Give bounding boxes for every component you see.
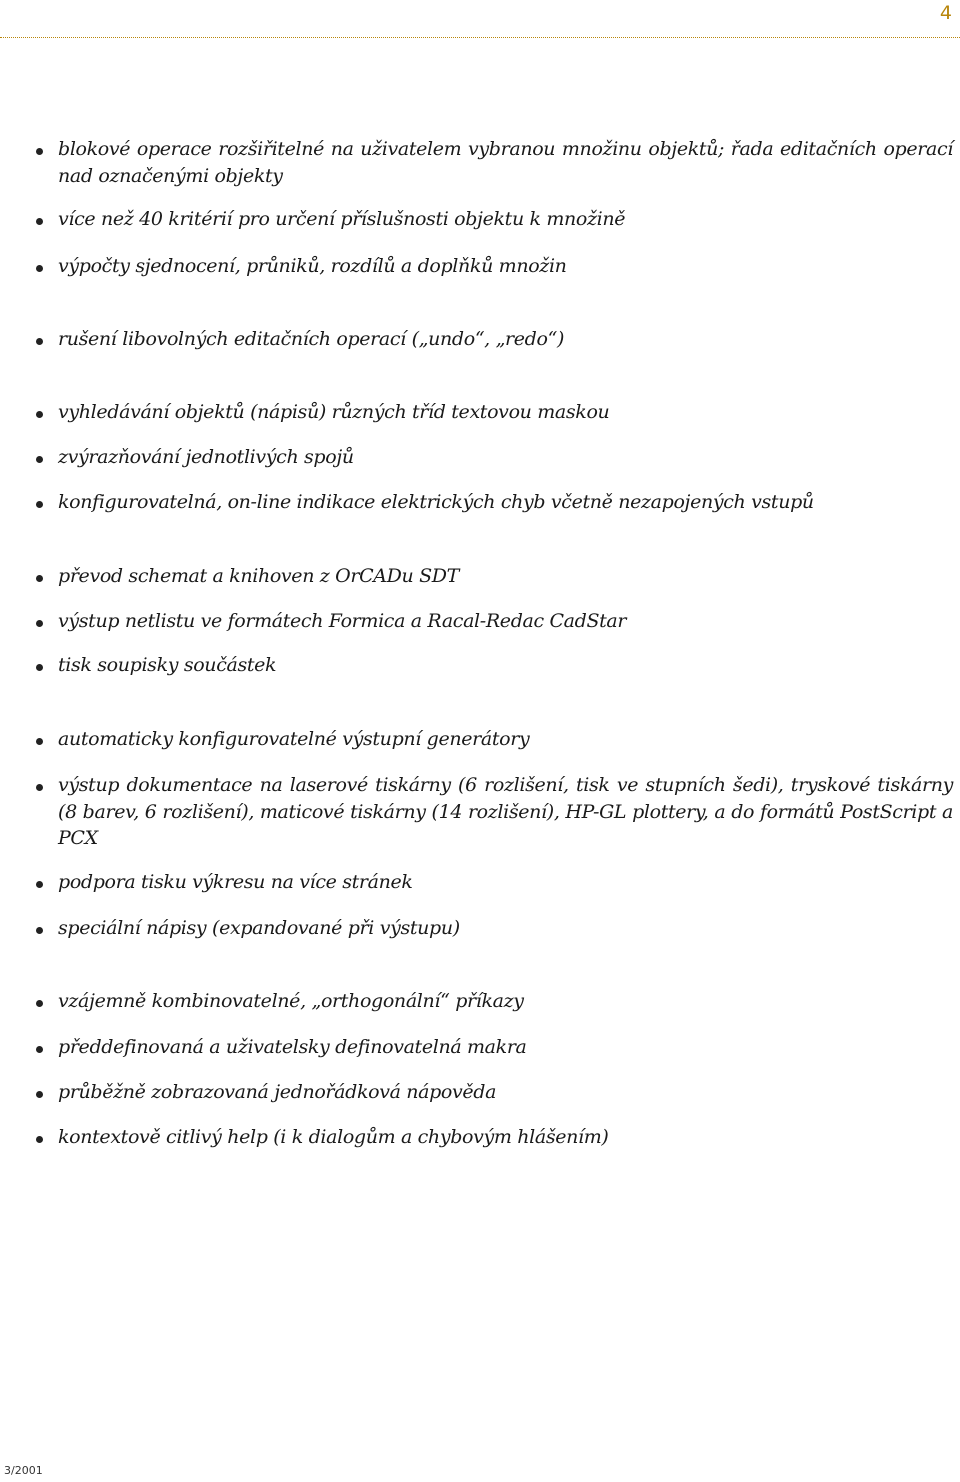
list-item-text: více než 40 kritérií pro určení příslušnosti objektu k množině: [58, 208, 626, 230]
bullet-icon: [36, 411, 43, 418]
bullet-icon: [36, 664, 43, 671]
bullet-icon: [36, 1000, 43, 1007]
bullet-icon: [36, 338, 43, 345]
list-item-text: rušení libovolných editačních operací („undo“, „redo“): [58, 328, 565, 350]
list-item-text: předdefinovaná a uživatelsky definovatelná makra: [58, 1036, 527, 1058]
list-item-text: kontextově citlivý help (i k dialogům a chybovým hlášením): [58, 1126, 609, 1148]
bullet-icon: [36, 784, 43, 791]
list-item-text: zvýrazňování jednotlivých spojů: [58, 446, 354, 468]
bullet-icon: [36, 1046, 43, 1053]
header-rule: [0, 37, 960, 38]
bullet-icon: [36, 881, 43, 888]
list-item-text: výstup netlistu ve formátech Formica a Racal-Redac CadStar: [58, 610, 627, 632]
list-item-text: speciální nápisy (expandované při výstupu): [58, 917, 460, 939]
footer-date: 3/2001: [4, 1464, 43, 1477]
list-item-text: vyhledávání objektů (nápisů) různých tříd textovou maskou: [58, 401, 610, 423]
bullet-icon: [36, 218, 43, 225]
list-item-text: výpočty sjednocení, průniků, rozdílů a doplňků množin: [58, 255, 567, 277]
bullet-icon: [36, 738, 43, 745]
bullet-icon: [36, 148, 43, 155]
bullet-icon: [36, 456, 43, 463]
bullet-icon: [36, 1136, 43, 1143]
bullet-icon: [36, 575, 43, 582]
bullet-icon: [36, 265, 43, 272]
list-item-text: konfigurovatelná, on-line indikace elektrických chyb včetně nezapojených vstupů: [58, 491, 814, 513]
list-item-text: podpora tisku výkresu na více stránek: [58, 871, 413, 893]
bullet-icon: [36, 927, 43, 934]
page-number: 4: [939, 2, 952, 24]
list-item-text: výstup dokumentace na laserové tiskárny (6 rozlišení, tisk ve stupních šedi), tryskové tiskárny (8 barev, 6 rozlišení), maticové tiskárny (14 rozlišení), HP-GL plottery, a do formátů PostScript a PCX: [58, 774, 953, 849]
list-item-text: převod schemat a knihoven z OrCADu SDT: [58, 565, 459, 587]
list-item-text: vzájemně kombinovatelné, „orthogonální“ příkazy: [58, 990, 524, 1012]
list-item-text: průběžně zobrazovaná jednořádková nápověda: [58, 1081, 497, 1103]
list-item-text: tisk soupisky součástek: [58, 654, 277, 676]
bullet-icon: [36, 1091, 43, 1098]
list-item-text: automaticky konfigurovatelné výstupní generátory: [58, 728, 530, 750]
bullet-icon: [36, 501, 43, 508]
list-item-text: blokové operace rozšiřitelné na uživatelem vybranou množinu objektů; řada editačních operací nad označenými objekty: [58, 138, 953, 187]
bullet-icon: [36, 620, 43, 627]
